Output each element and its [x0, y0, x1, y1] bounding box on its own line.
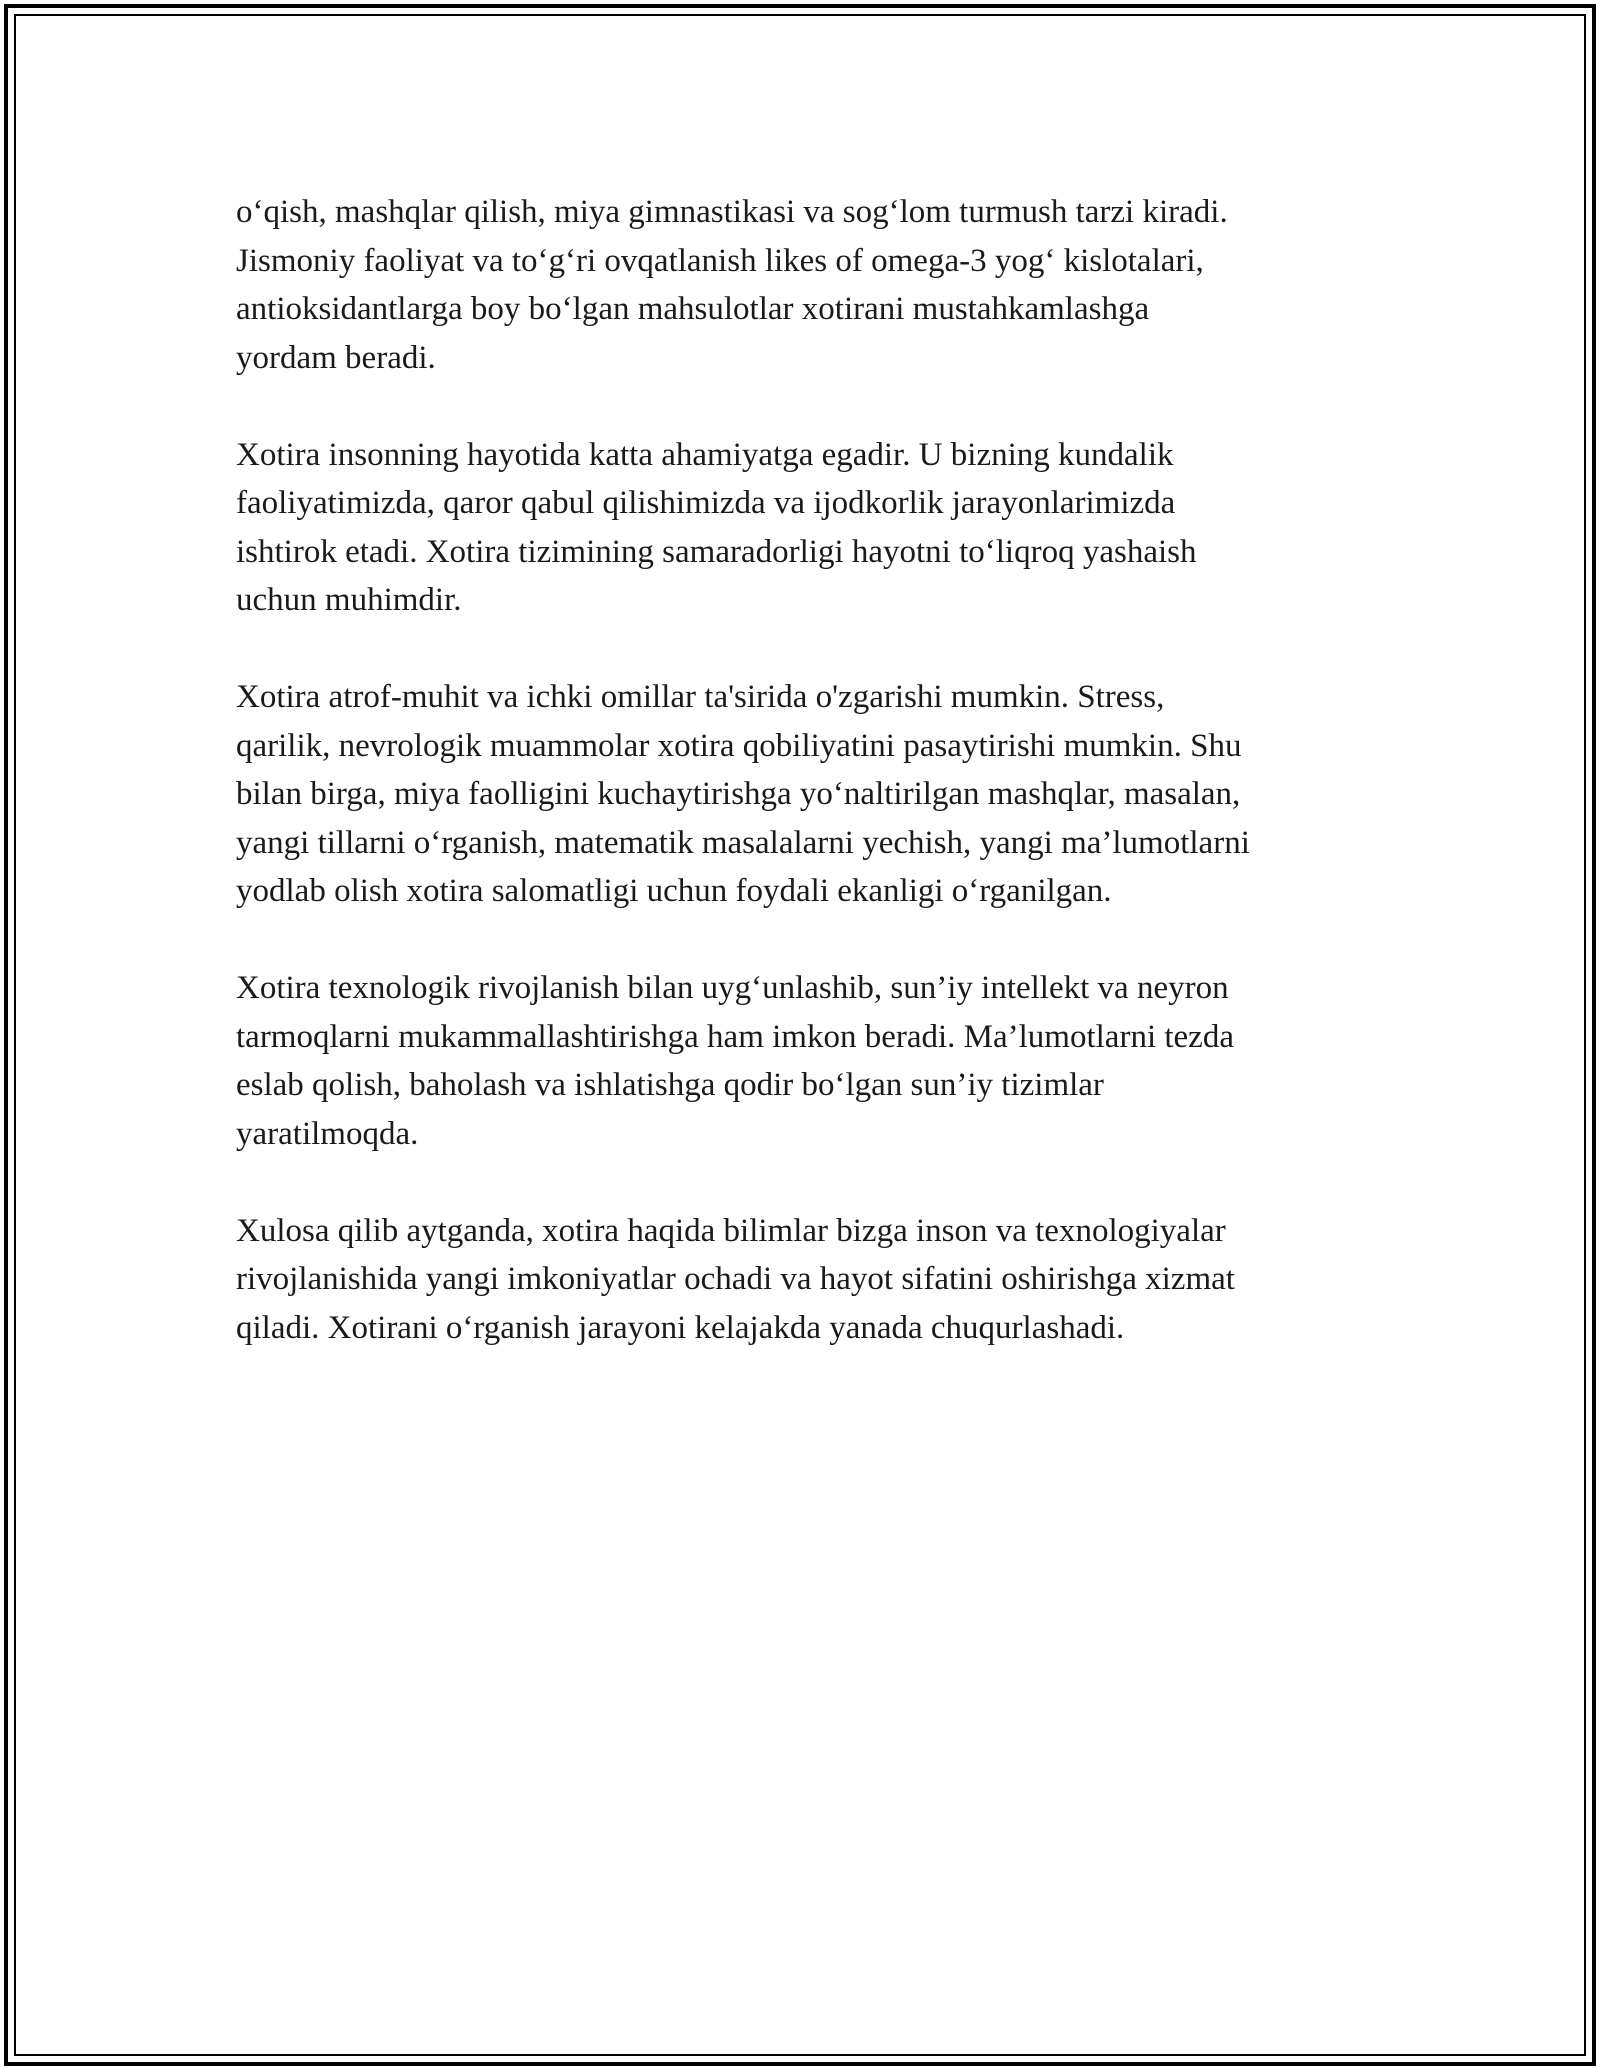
- document-body: [236, 188, 1386, 1401]
- paragraph-2: Xotira insonning hayotida katta ahamiyatga egadir. U bizning kundalik faoliyatimizda, qaror qabul qilishimizda va ijodkorlik jarayonlarimizda ishtirok etadi. Xotira tizimining samaradorligi hayotni to‘liqroq yashaish uchun muhimdir.: [236, 436, 1197, 618]
- paragraph-4: Xotira texnologik rivojlanish bilan uyg‘unlashib, sun’iy intellekt va neyron tarmoqlarni mukammallashtirishga ham imkon beradi. Ma’lumotlarni tezda eslab qolish, baholash va ishlatishga qodir bo‘lgan sun’iy tizimlar yaratilmoqda.: [236, 970, 1234, 1152]
- paragraph-1: o‘qish, mashqlar qilish, miya gimnastikasi va sog‘lom turmush tarzi kiradi. Jismoniy faoliyat va to‘g‘ri ovqatlanish likes of omega-3 yog‘ kislotalari, antioksidantlarga boy bo‘lgan mahsulotlar xotirani mustahkamlashga yordam beradi.: [236, 194, 1228, 376]
- paragraph-3: Xotira atrof-muhit va ichki omillar ta'sirida o'zgarishi mumkin. Stress, qarilik, nevrologik muammolar xotira qobiliyatini pasaytirishi mumkin. Shu bilan birga, miya faolligini kuchaytirishga yo‘naltirilgan mashqlar, masalan, yangi tillarni o‘rganish, matematik masalalarni yechish, yangi ma’lumotlarni yodlab olish xotira salomatligi uchun foydali ekanligi o‘rganilgan.: [236, 679, 1250, 909]
- paragraph-5: Xulosa qilib aytganda, xotira haqida bilimlar bizga inson va texnologiyalar rivojlanishida yangi imkoniyatlar ochadi va hayot sifatini oshirishga xizmat qiladi. Xotirani o‘rganish jarayoni kelajakda yanada chuqurlashadi.: [236, 1212, 1235, 1346]
